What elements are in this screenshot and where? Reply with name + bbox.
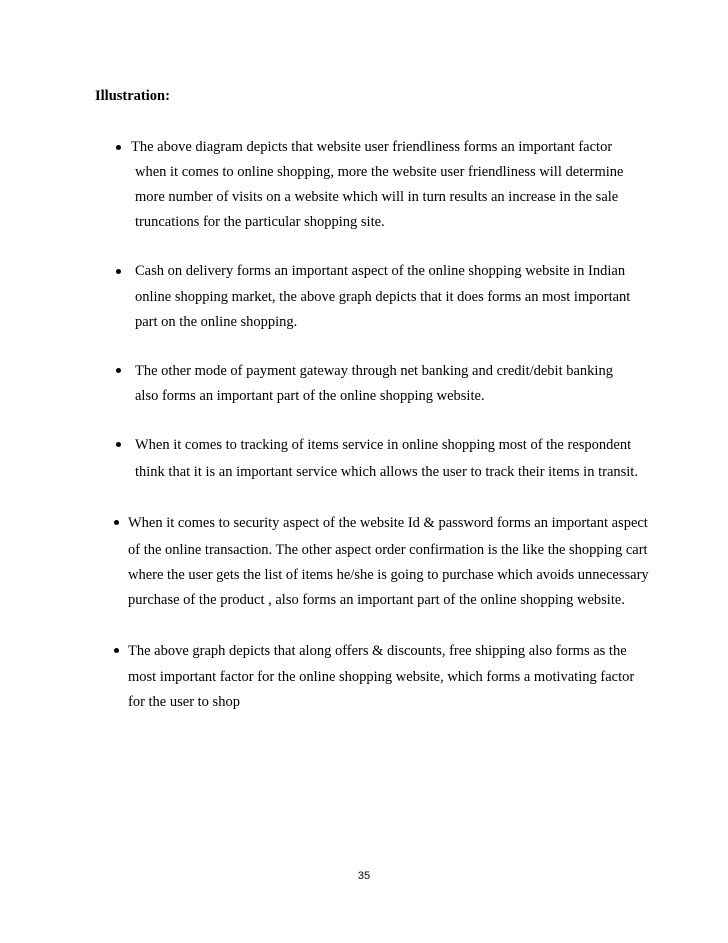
bullet-line: The above diagram depicts that website user friendliness forms an important factor [131,139,613,155]
bullet-dot-icon [116,368,121,373]
section-heading: Illustration: [95,88,170,104]
bullet-line: when it comes to online shopping, more the website user friendliness will determine [135,164,624,180]
bullet-dot-icon [116,269,121,274]
bullet-line: most important factor for the online shopping website, which forms a motivating factor [128,669,635,685]
bullet-line: also forms an important part of the online shopping website. [135,388,485,404]
bullet-dot-icon [116,145,121,150]
bullet-line: purchase of the product , also forms an important part of the online shopping website. [128,592,625,608]
bullet-line: truncations for the particular shopping site. [135,214,385,230]
bullet-line: When it comes to tracking of items service in online shopping most of the respondent [135,437,632,453]
bullet-line: part on the online shopping. [135,314,298,330]
bullet-line: for the user to shop [128,694,240,710]
bullet-line: more number of visits on a website which will in turn results an increase in the sale [135,189,619,205]
bullet-line: think that it is an important service which allows the user to track their items in transit. [135,464,638,480]
bullet-dot-icon [116,442,121,447]
bullet-line: The above graph depicts that along offers & discounts, free shipping also forms as the [128,643,627,659]
bullet-dot-icon [114,520,119,525]
bullet-line: where the user gets the list of items he/she is going to purchase which avoids unnecessary [128,567,649,583]
bullet-line: The other mode of payment gateway through net banking and credit/debit banking [135,363,613,379]
page-number: 35 [357,870,371,882]
bullet-line: of the online transaction. The other aspect order confirmation is the like the shopping cart [128,542,648,558]
bullet-line: Cash on delivery forms an important aspect of the online shopping website in Indian [135,263,626,279]
bullet-dot-icon [114,648,119,653]
bullet-line: When it comes to security aspect of the website Id & password forms an important aspect [128,515,648,531]
bullet-line: online shopping market, the above graph depicts that it does forms an most important [135,289,631,305]
